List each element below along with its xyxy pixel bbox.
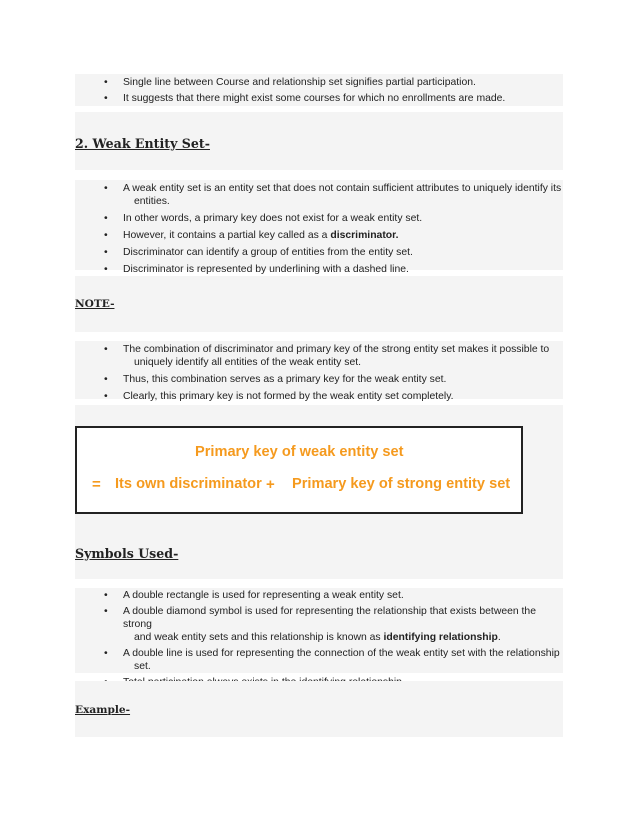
list-item (75, 229, 563, 242)
list-text: Clearly, this primary key is not formed by the weak entity set completely. (123, 391, 454, 402)
list-item (75, 343, 563, 369)
formula-right-term: Primary key of strong entity set (292, 476, 511, 492)
bullet-icon: • (104, 77, 108, 88)
heading-note: NOTE- (75, 298, 115, 310)
heading-weak-entity-set: 2. Weak Entity Set- (75, 136, 210, 151)
list-text: A weak entity set is an entity set that does not contain sufficient attributes to uniquely identify its (123, 183, 562, 194)
heading-band-example (75, 681, 563, 737)
list-text: Discriminator can identify a group of entities from the entity set. (123, 247, 413, 258)
heading-example: Example- (75, 704, 131, 716)
list-text: Thus, this combination serves as a primary key for the weak entity set. (123, 374, 447, 385)
list-text-bold: identifying relationship (383, 632, 498, 643)
bullet-icon: • (104, 590, 108, 601)
list-text: A double rectangle is used for representing a weak entity set. (123, 590, 404, 601)
bullet-icon: • (104, 213, 108, 224)
bullet-icon: • (104, 183, 108, 194)
list-item (75, 246, 563, 259)
list-item (75, 182, 563, 208)
formula-equals: = (92, 476, 101, 493)
list-text-cont: uniquely identify all entities of the weak entity set. (134, 357, 361, 368)
section2-list (75, 182, 563, 276)
note-list (75, 343, 563, 403)
list-text: A double diamond symbol is used for representing the relationship that exists between the strong (123, 606, 536, 630)
formula-figure (75, 426, 523, 514)
formula-plus: + (266, 476, 275, 493)
list-text: In other words, a primary key does not exist for a weak entity set. (123, 213, 423, 224)
list-text-bold: discriminator. (330, 230, 399, 241)
list-text: Discriminator is represented by underlining with a dashed line. (123, 264, 409, 275)
list-text-cont (112, 631, 563, 644)
list-text-part: and weak entity sets and this relationship is known as (134, 632, 384, 643)
list-item (75, 647, 563, 673)
list-text-part: However, it contains a partial key called as a (123, 230, 331, 241)
bullet-icon: • (104, 230, 108, 241)
list-item (75, 390, 563, 403)
bullet-icon: • (104, 93, 108, 104)
bullet-icon: • (104, 374, 108, 385)
list-text: Single line between Course and relationship set signifies partial participation. (123, 77, 476, 88)
list-text: The combination of discriminator and primary key of the strong entity set makes it possible to (123, 344, 550, 355)
list-item (75, 373, 563, 386)
bullet-icon: • (104, 264, 108, 275)
section2-block (75, 180, 563, 275)
formula-left-term: Its own discriminator (115, 476, 262, 492)
formula-title: Primary key of weak entity set (195, 444, 404, 460)
heading-symbols-used: Symbols Used- (75, 546, 179, 561)
note-block (75, 341, 563, 402)
section1-block (75, 74, 563, 106)
heading-band-note (75, 276, 563, 332)
bullet-icon: • (104, 247, 108, 258)
list-text-cont: set. (134, 661, 151, 672)
list-text (112, 229, 563, 242)
bullet-icon: • (104, 606, 108, 617)
list-item (75, 263, 563, 276)
symbols-list (75, 589, 563, 689)
bullet-icon: • (104, 391, 108, 402)
list-text: It suggests that there might exist some courses for which no enrollments are made. (123, 93, 506, 104)
list-text-cont: entities. (134, 196, 170, 207)
bullet-icon: • (104, 344, 108, 355)
list-item (75, 605, 563, 644)
section1-list (75, 76, 563, 105)
list-item (75, 212, 563, 225)
bullet-icon: • (104, 648, 108, 659)
list-item (75, 589, 563, 602)
list-item (75, 92, 563, 105)
list-text: A double line is used for representing the connection of the weak entity set with the relationship (123, 648, 560, 659)
list-text-part: . (497, 632, 501, 643)
list-item (75, 76, 563, 89)
symbols-block (75, 588, 563, 673)
